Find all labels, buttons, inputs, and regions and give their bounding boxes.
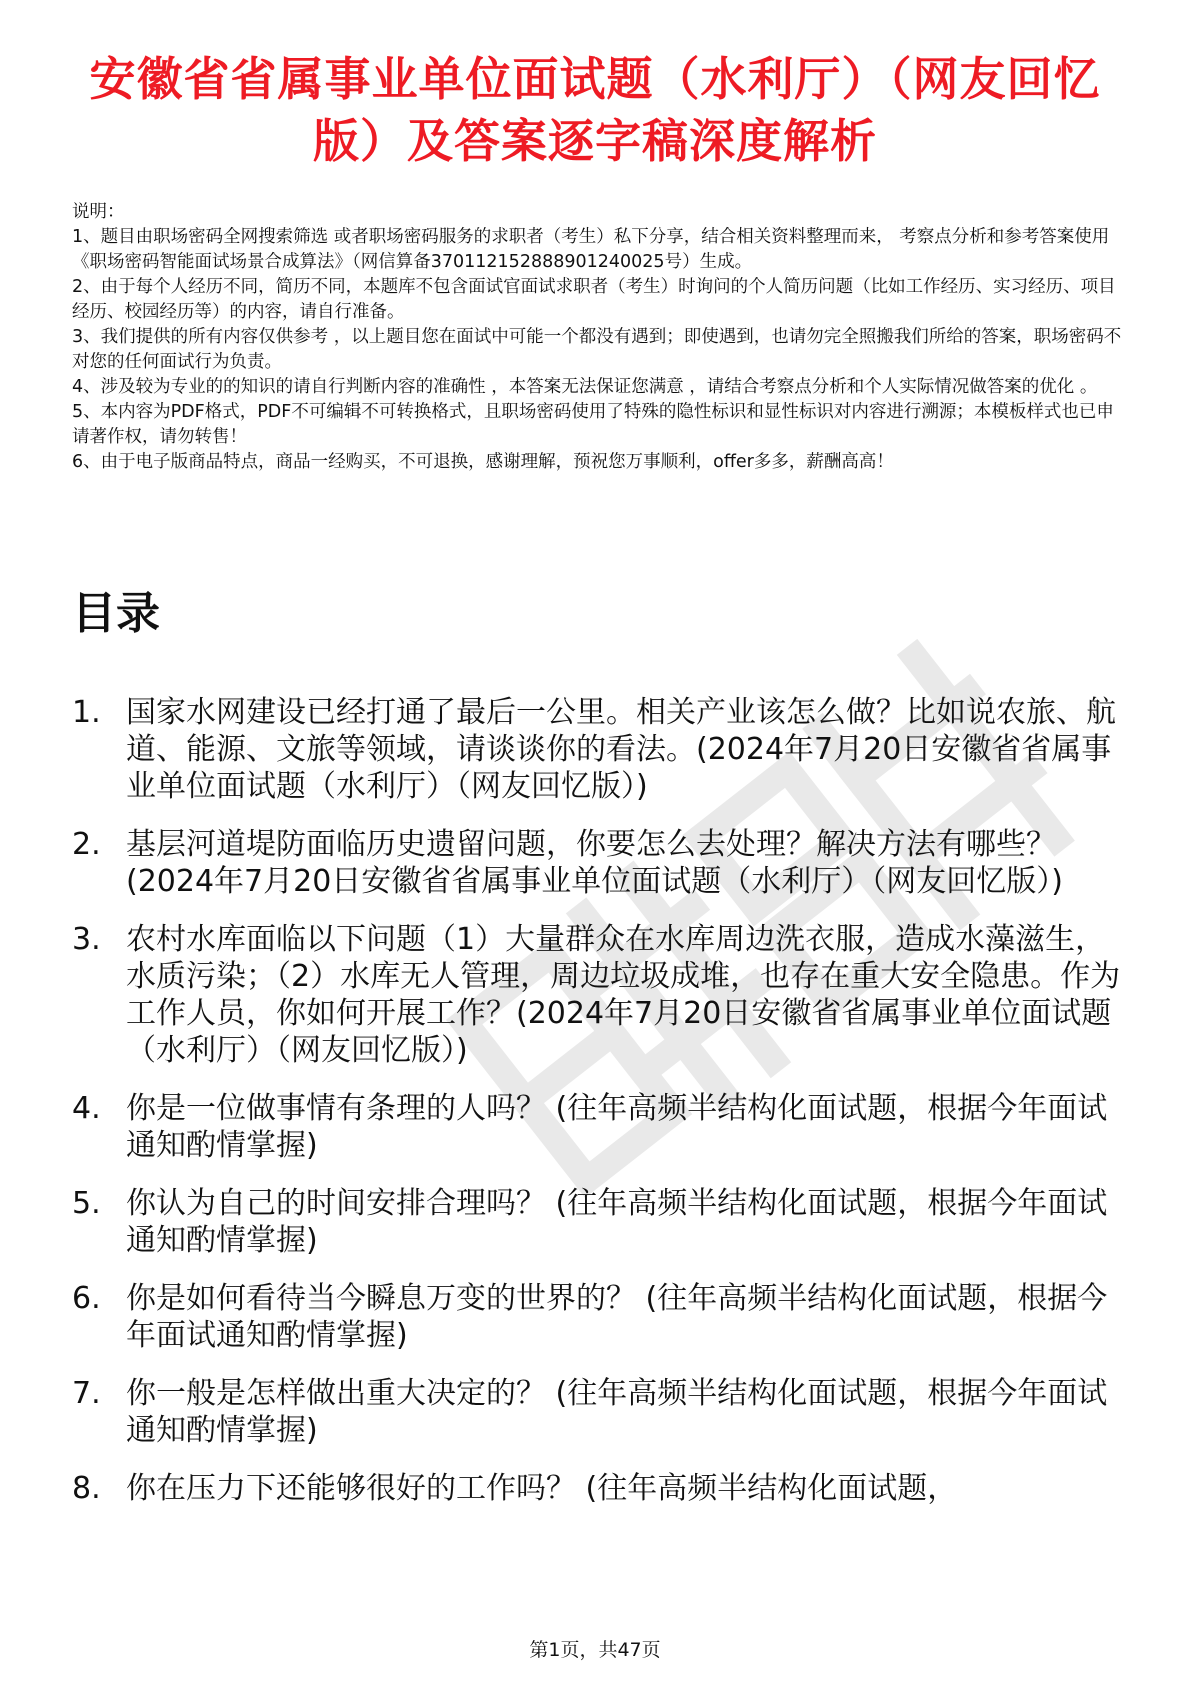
note-item: 6、由于电子版商品特点，商品一经购买，不可退换，感谢理解，预祝您万事顺利，offer多多，薪酬高高！ xyxy=(72,452,894,472)
toc-item-number: 8. xyxy=(72,1471,101,1506)
toc-item-text: 你认为自己的时间安排合理吗？ (往年高频半结构化面试题，根据今年面试通知酌情掌握) xyxy=(126,1186,1108,1258)
document-title: 安徽省省属事业单位面试题（水利厅）（网友回忆版）及答案逐字稿深度解析 xyxy=(89,52,1101,168)
toc-item-number: 4. xyxy=(72,1091,101,1126)
toc-list xyxy=(72,694,1132,1528)
toc-item[interactable] xyxy=(72,1090,1132,1164)
toc-item-number: 3. xyxy=(72,922,101,957)
page-number: 第1页，共47页 xyxy=(529,1639,661,1661)
toc-item-text: 农村水库面临以下问题（1）大量群众在水库周边洗衣服，造成水藻滋生，水质污染；（2）水库无人管理，周边垃圾成堆，也存在重大安全隐患。作为工作人员，你如何开展工作？(2024年7月20日安徽省省属事业单位面试题（水利厅）（网友回忆版）) xyxy=(126,922,1121,1068)
toc-item-text: 基层河道堤防面临历史遗留问题，你要怎么去处理？解决方法有哪些？(2024年7月20日安徽省省属事业单位面试题（水利厅）（网友回忆版）) xyxy=(126,827,1064,899)
toc-heading: 目录 xyxy=(72,588,160,639)
toc-item[interactable] xyxy=(72,1185,1132,1259)
toc-item-number: 2. xyxy=(72,827,101,862)
notes-heading: 说明： xyxy=(72,202,125,222)
toc-item[interactable] xyxy=(72,921,1132,1069)
toc-item[interactable] xyxy=(72,694,1132,805)
note-item: 4、涉及较为专业的的知识的请自行判断内容的准确性 ，本答案无法保证您满意 ，请结合考察点分析和个人实际情况做答案的优化 。 xyxy=(72,377,1098,397)
toc-item-number: 5. xyxy=(72,1186,101,1221)
toc-item[interactable] xyxy=(72,1375,1132,1449)
toc-item-text: 国家水网建设已经打通了最后一公里。相关产业该怎么做？比如说农旅、航道、能源、文旅等领域，请谈谈你的看法。(2024年7月20日安徽省省属事业单位面试题（水利厅）（网友回忆版）) xyxy=(126,695,1116,804)
toc-item[interactable] xyxy=(72,1470,1132,1507)
toc-item-number: 7. xyxy=(72,1376,101,1411)
toc-item-text: 你在压力下还能够很好的工作吗？ (往年高频半结构化面试题， xyxy=(126,1471,958,1506)
toc-item-text: 你一般是怎样做出重大决定的？ (往年高频半结构化面试题，根据今年面试通知酌情掌握) xyxy=(126,1376,1108,1448)
toc-item-text: 你是如何看待当今瞬息万变的世界的？ (往年高频半结构化面试题，根据今年面试通知酌情掌握) xyxy=(126,1281,1108,1353)
note-item: 3、我们提供的所有内容仅供参考 ，以上题目您在面试中可能一个都没有遇到；即使遇到，也请勿完全照搬我们所给的答案，职场密码不对您的任何面试行为负责。 xyxy=(72,327,1122,372)
notes-section xyxy=(72,200,1122,475)
note-item: 1、题目由职场密码全网搜索筛选 或者职场密码服务的求职者（考生）私下分享，结合相关资料整理而来， 考察点分析和参考答案使用《职场密码智能面试场景合成算法》（网信算备370112152888901240025号）生成。 xyxy=(72,227,1110,272)
note-item: 5、本内容为PDF格式，PDF不可编辑不可转换格式，且职场密码使用了特殊的隐性标识和显性标识对内容进行溯源；本模板样式也已申请著作权，请勿转售！ xyxy=(72,402,1114,447)
note-item: 2、由于每个人经历不同，简历不同，本题库不包含面试官面试求职者（考生）时询问的个人简历问题（比如工作经历、实习经历、项目经历、校园经历等）的内容，请自行准备。 xyxy=(72,277,1116,322)
toc-item-number: 6. xyxy=(72,1281,101,1316)
toc-item-number: 1. xyxy=(72,695,101,730)
toc-item[interactable] xyxy=(72,1280,1132,1354)
toc-item[interactable] xyxy=(72,826,1132,900)
toc-item-text: 你是一位做事情有条理的人吗？ (往年高频半结构化面试题，根据今年面试通知酌情掌握) xyxy=(126,1091,1108,1163)
